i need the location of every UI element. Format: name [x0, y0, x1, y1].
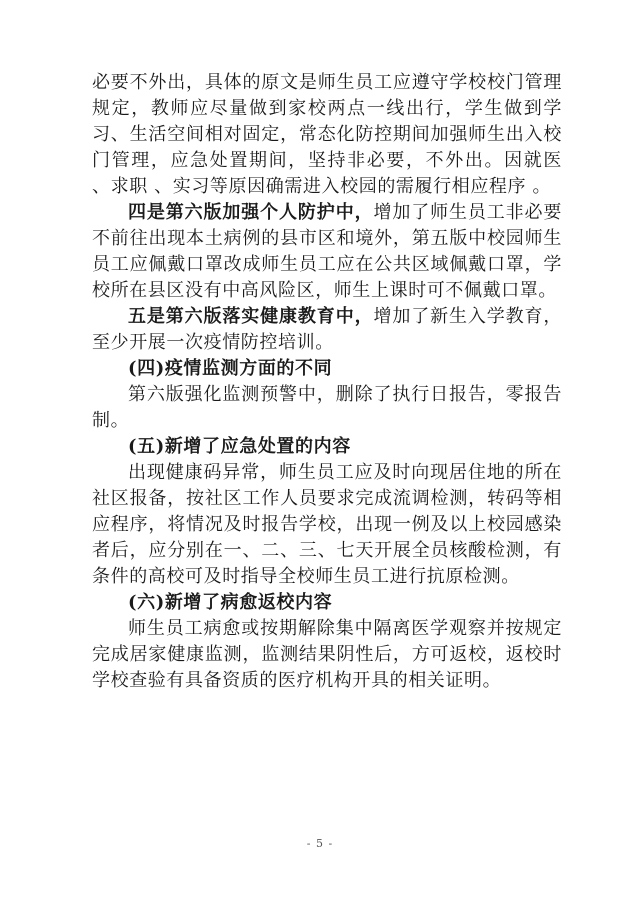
paragraph-return: 师生员工病愈或按期解除集中隔离医学观察并按规定完成居家健康监测，监测结果阴性后，方可返校，返校时学校查验有具备资质的医疗机构开具的相关证明。	[92, 618, 562, 691]
paragraph-campus-access: 必要不外出，具体的原文是师生员工应遵守学校校门管理规定，教师应尽量做到家校两点一线出行，学生做到学习、生活空间相对固定，常态化防控期间加强师生出入校门管理，应急处置期间，坚持非必要，不外出。因就医 、求职 、实习等原因确需进入校园的需履行相应程序 。	[92, 72, 562, 197]
paragraph-health-education	[92, 304, 562, 356]
paragraph-lead-bold: 四是第六版加强个人防护中，	[128, 202, 374, 223]
paragraph-monitoring: 第六版强化监测预警中，删除了执行日报告，零报告制。	[92, 384, 562, 431]
paragraph-lead-bold: 五是第六版落实健康教育中，	[128, 306, 374, 327]
document-body	[92, 70, 562, 694]
paragraph-emergency: 出现健康码异常，师生员工应及时向现居住地的所在社区报备，按社区工作人员要求完成流调检测，转码等相应程序，将情况及时报告学校，出现一例及以上校园感染者后，应分别在一、二、三、七天开展全员核酸检测，有条件的高校可及时指导全校师生员工进行抗原检测。	[92, 462, 562, 587]
paragraph-body: 增加了师生员工非必要不前往出现本土病例的县市区和境外，第五版中校园师生员工应佩戴口罩改成师生员工应在公共区域佩戴口罩，学校所在县区没有中高风险区，师生上课时可不佩戴口罩。	[92, 202, 562, 301]
section-heading-return: (六)新增了病愈返校内容	[128, 592, 333, 613]
paragraph-body: 增加了新生入学教育，至少开展一次疫情防控培训。	[92, 306, 562, 353]
page-number: - 5 -	[306, 837, 334, 850]
section-heading-monitoring: (四)疫情监测方面的不同	[128, 358, 333, 379]
paragraph-personal-protection	[92, 200, 562, 304]
section-heading-emergency: (五)新增了应急处置的内容	[128, 436, 351, 457]
